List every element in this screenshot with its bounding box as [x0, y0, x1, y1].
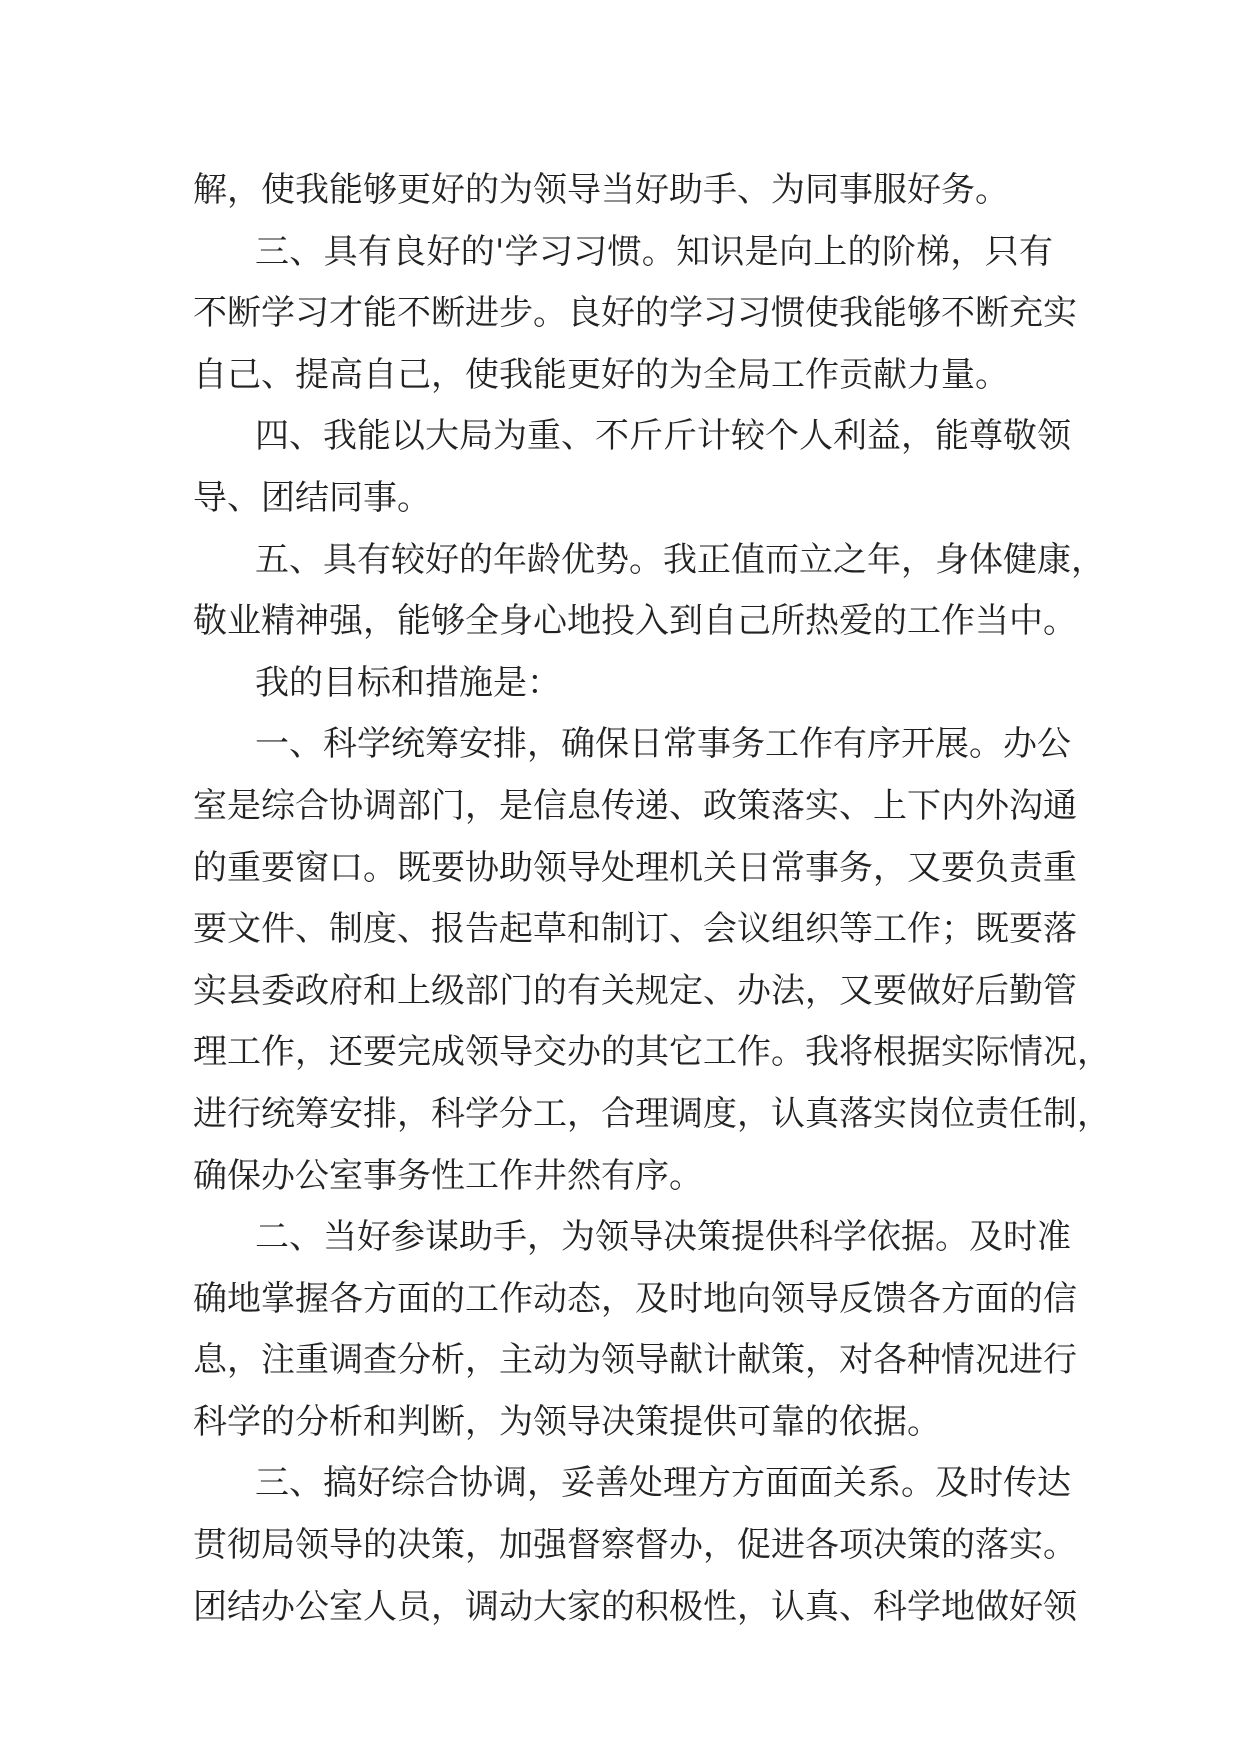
document-body: [193, 160, 1111, 1638]
text-line: 解，使我能够更好的为领导当好助手、为同事服好务。: [193, 170, 1009, 210]
text-line: 敬业精神强，能够全身心地投入到自己所热爱的工作当中。: [193, 601, 1077, 642]
text-line: 五、具有较好的年龄优势。我正值而立之年，身体健康，: [255, 539, 1105, 580]
text-line: 科学的分析和判断，为领导决策提供可靠的依据。: [193, 1401, 941, 1442]
text-line: 进行统筹安排，科学分工，合理调度，认真落实岗位责任制，: [193, 1093, 1111, 1134]
text-line: 贯彻局领导的决策，加强督察督办，促进各项决策的落实。: [193, 1525, 1077, 1566]
text-line: 的重要窗口。既要协助领导处理机关日常事务，又要负责重: [193, 847, 1077, 888]
text-line: 自己、提高自己，使我能更好的为全局工作贡献力量。: [193, 354, 1009, 395]
text-line: 一、科学统筹安排，确保日常事务工作有序开展。办公: [255, 724, 1071, 765]
text-line: 息，注重调查分析，主动为领导献计献策，对各种情况进行: [193, 1340, 1077, 1381]
text-line: 确保办公室事务性工作井然有序。: [193, 1155, 703, 1196]
text-line: 团结办公室人员，调动大家的积极性，认真、科学地做好领: [193, 1586, 1077, 1627]
text-line: 三、具有良好的'学习习惯。知识是向上的阶梯，只有: [255, 231, 1053, 272]
text-line: 实县委政府和上级部门的有关规定、办法，又要做好后勤管: [193, 970, 1077, 1011]
text-line: 导、团结同事。: [193, 477, 431, 518]
text-line: 不断学习才能不断进步。良好的学习习惯使我能够不断充实: [193, 293, 1077, 334]
text-line: 室是综合协调部门，是信息传递、政策落实、上下内外沟通: [193, 785, 1077, 826]
text-line: 要文件、制度、报告起草和制订、会议组织等工作；既要落: [193, 909, 1077, 950]
text-line: 二、当好参谋助手，为领导决策提供科学依据。及时准: [255, 1217, 1071, 1258]
text-line: 确地掌握各方面的工作动态，及时地向领导反馈各方面的信: [193, 1278, 1077, 1319]
text-line: 我的目标和措施是：: [255, 662, 561, 703]
text-line: 理工作，还要完成领导交办的其它工作。我将根据实际情况，: [193, 1032, 1111, 1073]
text-line: 三、搞好综合协调，妥善处理方方面面关系。及时传达: [255, 1463, 1071, 1504]
text-line: 四、我能以大局为重、不斤斤计较个人利益，能尊敬领: [255, 416, 1071, 457]
